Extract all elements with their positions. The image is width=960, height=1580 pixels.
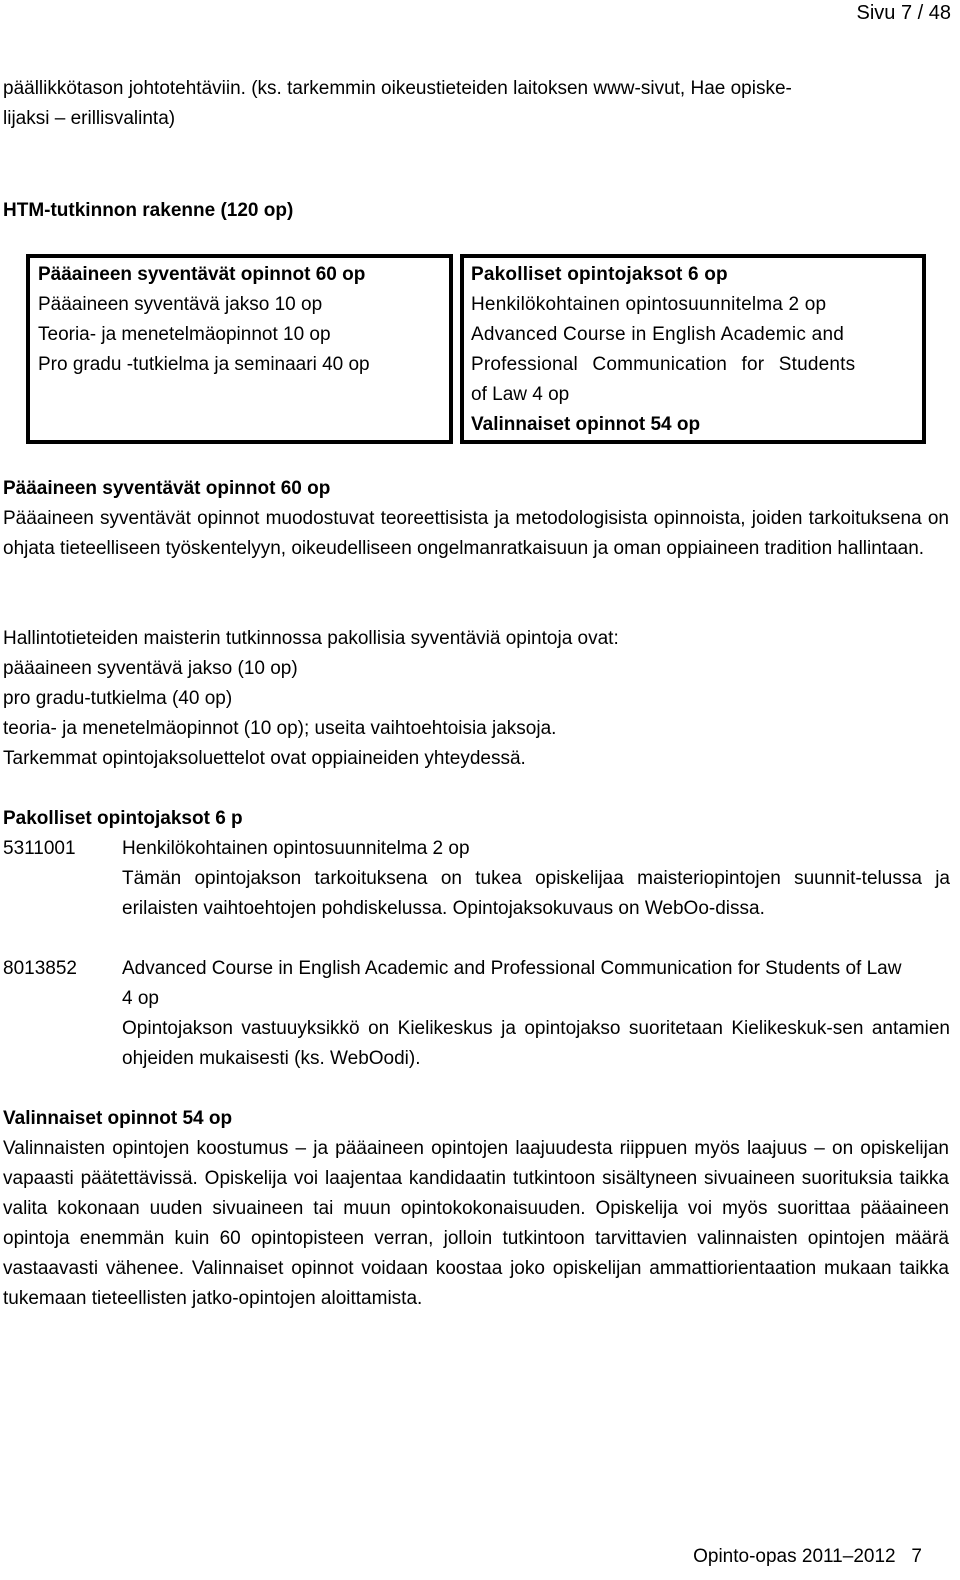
right-structure-box <box>460 254 926 444</box>
page-footer: Opinto-opas 2011–2012 7 <box>693 1546 922 1567</box>
course-description: Tämän opintojakson tarkoituksena on tukea opiskelijaa maisteriopintojen suunnit-telussa ja erilaisten vaihtoehtojen pohdiskelussa. Opintojaksokuvaus on WebOo-dissa. <box>122 868 950 919</box>
course-title: Advanced Course in English Academic and Professional Communication for Students of Law 4 op <box>122 958 902 1009</box>
section-heading-pakolliset: Pakolliset opintojaksot 6 p <box>3 808 243 829</box>
section2-line: Tarkemmat opintojaksoluettelot ovat oppiaineiden yhteydessä. <box>3 748 526 769</box>
left-structure-box <box>26 254 453 444</box>
section2-line: pääaineen syventävä jakso (10 op) <box>3 658 298 679</box>
section2-line: pro gradu-tutkielma (40 op) <box>3 688 233 709</box>
right-box-item: Henkilökohtainen opintosuunnitelma 2 op <box>471 294 827 315</box>
course-description: Opintojakson vastuuyksikkö on Kielikeskus ja opintojakso suoritetaan Kielikeskuk-sen antamien ohjeiden mukaisesti (ks. WebOodi). <box>122 1018 950 1069</box>
left-box-item: Pro gradu -tutkielma ja seminaari 40 op <box>38 354 370 375</box>
section-heading-syventavat: Pääaineen syventävät opinnot 60 op <box>3 478 331 499</box>
section2-line: Hallintotieteiden maisterin tutkinnossa pakollisia syventäviä opintoja ovat: <box>3 628 619 649</box>
course-code: 8013852 <box>3 958 77 979</box>
intro-line-2: lijaksi – erillisvalinta) <box>3 108 176 129</box>
right-box-heading: Pakolliset opintojaksot 6 op <box>471 264 728 285</box>
section2-line: teoria- ja menetelmäopinnot (10 op); useita vaihtoehtoisia jaksoja. <box>3 718 557 739</box>
section-body-valinnaiset: Valinnaisten opintojen koostumus – ja pääaineen opintojen laajuudesta riippuen myös laajuus – on opiskelijan vapaasti päätettävissä. Opiskelija voi laajentaa kandidaatin tutkintoon sisältyneen sivuaineen suorituksia taikka valita kokonaan uuden sivuaineen tai muun opintokokonaisuuden. Opiskelija voi myös suorittaa pääaineen opintoja enemmän kuin 60 opintopisteen verran, jolloin tutkintoon tarvittavien valinnaisten opintojen määrä vastaavasti vähenee. Valinnaiset opinnot voidaan koostaa joko opiskelijan ammattiorientaation mukaan taikka tukemaan tieteellisten jatko-opintojen aloittamista. <box>3 1138 949 1309</box>
right-box-item: Advanced Course in English Academic and <box>471 324 845 345</box>
left-box-item: Teoria- ja menetelmäopinnot 10 op <box>38 324 331 345</box>
course-title: Henkilökohtainen opintosuunnitelma 2 op <box>122 838 470 859</box>
structure-title: HTM-tutkinnon rakenne (120 op) <box>3 200 294 221</box>
right-box-item: of Law 4 op <box>471 384 570 405</box>
page-number: Sivu 7 / 48 <box>856 2 951 24</box>
course-code: 5311001 <box>3 838 76 859</box>
section-body-syventavat: Pääaineen syventävät opinnot muodostuvat teoreettisista ja metodologisista opinnoista, joiden tarkoituksena on ohjata tieteelliseen työskentelyyn, oikeudelliseen ongelmanratkaisuun ja oman oppiaineen tradition hallintaan. <box>3 508 949 559</box>
section-heading-valinnaiset: Valinnaiset opinnot 54 op <box>3 1108 233 1129</box>
left-box-item: Pääaineen syventävä jakso 10 op <box>38 294 323 315</box>
left-box-heading: Pääaineen syventävät opinnot 60 op <box>38 264 366 285</box>
right-box-footer: Valinnaiset opinnot 54 op <box>471 414 701 435</box>
right-box-item: Professional Communication for Students <box>471 354 856 375</box>
intro-line-1: päällikkötason johtotehtäviin. (ks. tarkemmin oikeustieteiden laitoksen www-sivut, Hae opiske- <box>3 78 792 99</box>
